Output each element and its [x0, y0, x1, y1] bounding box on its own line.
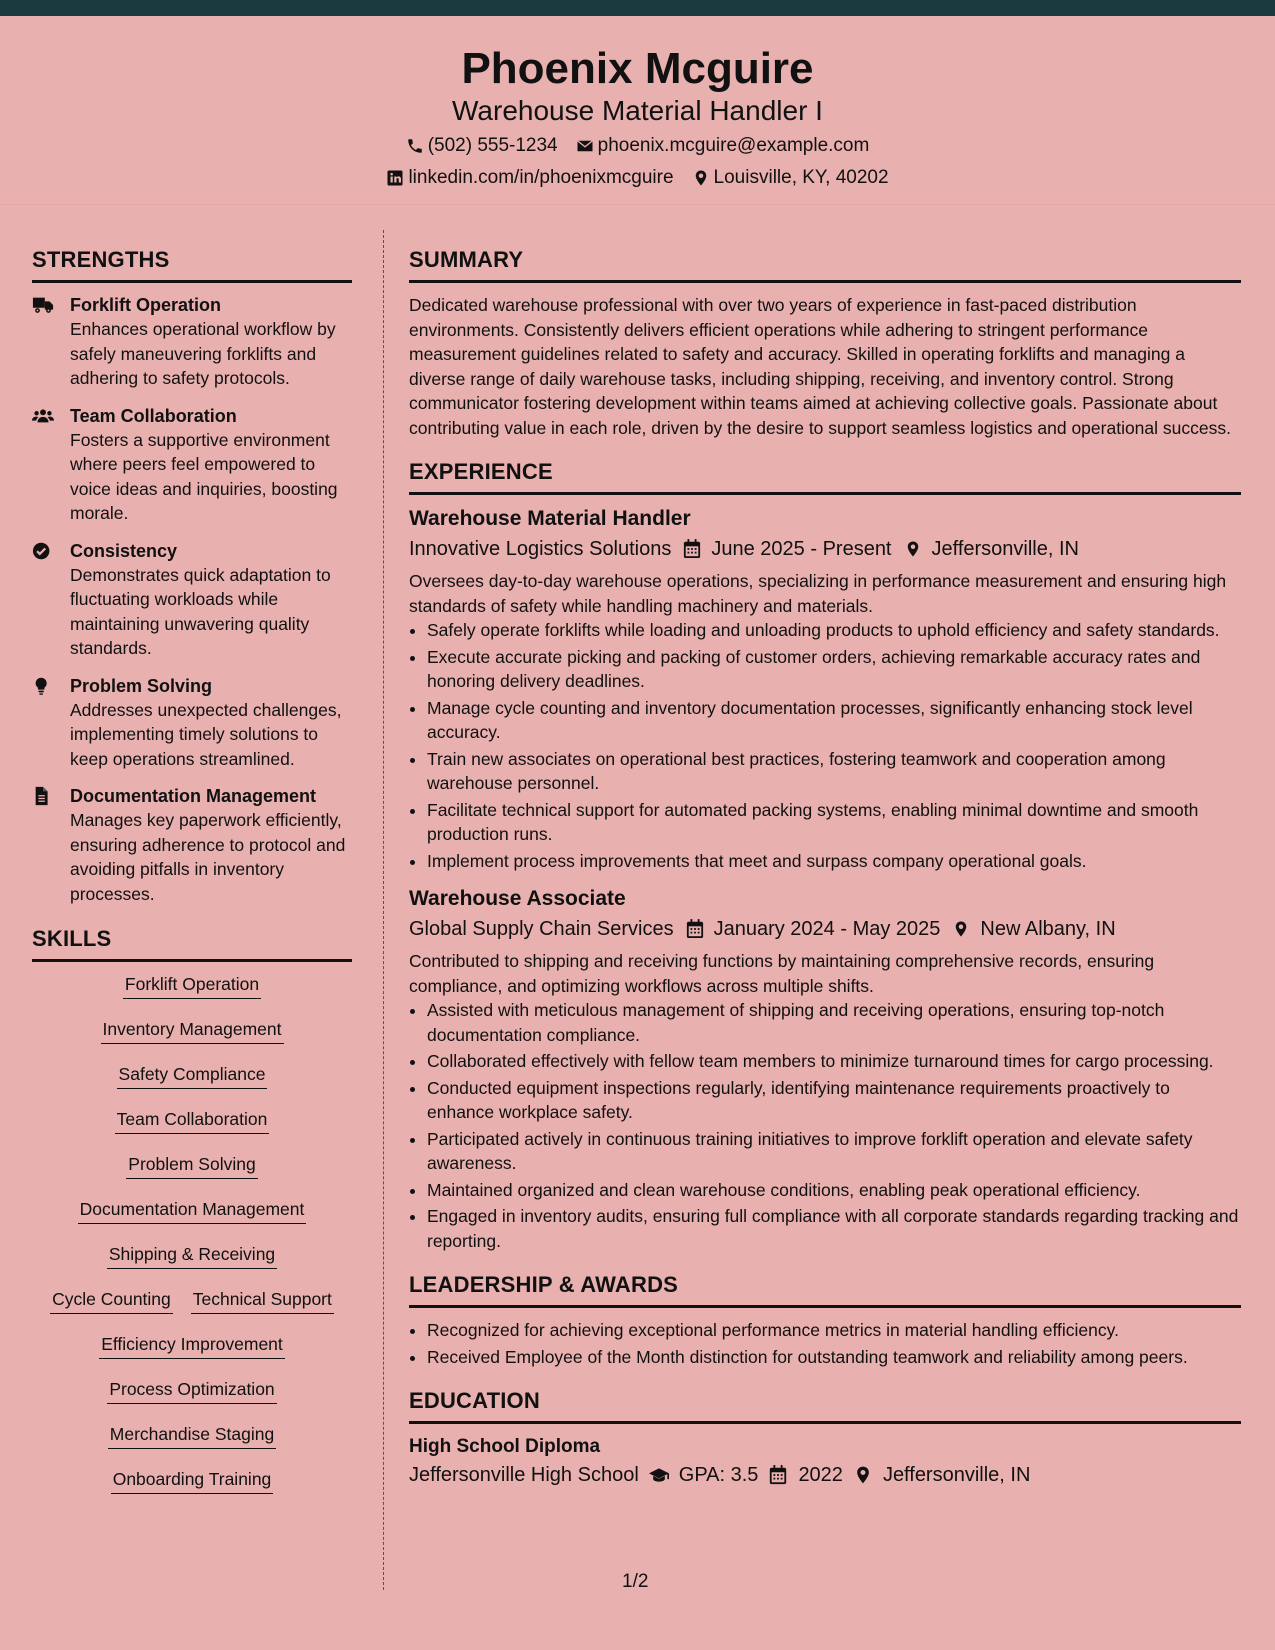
skill-tag: Team Collaboration	[115, 1107, 270, 1134]
school-name: Jeffersonville High School	[409, 1464, 639, 1486]
summary-heading: SUMMARY	[409, 240, 1241, 283]
calendar-icon	[686, 919, 704, 939]
header-divider	[0, 204, 1275, 205]
map-pin-icon	[904, 539, 922, 559]
strength-title: Problem Solving	[70, 675, 213, 696]
envelope-icon	[576, 137, 594, 155]
contact-row-2	[0, 166, 1275, 190]
bullet-item: • Train new associates on operational best practices, fostering teamwork and cooperation among warehouse personnel.	[427, 747, 1241, 796]
strength-item	[32, 404, 352, 526]
job-dates: June 2025 - Present	[711, 538, 892, 560]
gpa-text: GPA: 3.5	[678, 1464, 759, 1486]
school-location: Jeffersonville, IN	[882, 1464, 1031, 1486]
job-meta	[409, 913, 1241, 945]
strength-item	[32, 674, 352, 772]
skill-tag: Safety Compliance	[117, 1062, 268, 1089]
top-accent-bar	[0, 0, 1275, 16]
strength-title: Documentation Management	[70, 786, 317, 806]
strength-title: Team Collaboration	[70, 405, 237, 426]
leadership-heading: LEADERSHIP & AWARDS	[409, 1265, 1241, 1308]
skill-tag: Cycle Counting	[50, 1287, 173, 1314]
bullet-item: • Engaged in inventory audits, ensuring full compliance with all corporate standards regarding tracking and reporting.	[427, 1204, 1241, 1253]
skill-tag: Problem Solving	[126, 1152, 257, 1179]
right-column	[409, 240, 1241, 1490]
job-description: Contributed to shipping and receiving functions by maintaining comprehensive records, ensuring compliance, and optimizing workflows across multiple shifts.	[409, 951, 1155, 996]
job-description: Oversees day-to-day warehouse operations, specializing in performance measurement and ensuring high standards of safety while handling machinery and materials.	[409, 571, 1227, 616]
bullet-item: • Safely operate forklifts while loading and unloading products to uphold efficiency and safety standards.	[427, 618, 1241, 643]
strength-title: Consistency	[70, 540, 178, 561]
calendar-icon	[683, 539, 701, 559]
bullet-item: • Participated actively in continuous training initiatives to improve forklift operation and elevate safety awareness.	[427, 1127, 1241, 1176]
job-location: New Albany, IN	[980, 918, 1116, 940]
company-name: Global Supply Chain Services	[409, 918, 674, 940]
education-heading: EDUCATION	[409, 1381, 1241, 1424]
skill-tag: Documentation Management	[78, 1197, 307, 1224]
bullet-item: • Facilitate technical support for automated packing systems, enabling minimal downtime and smooth production runs.	[427, 798, 1241, 847]
truck-icon	[32, 295, 54, 315]
skill-tag: Efficiency Improvement	[99, 1332, 285, 1359]
skill-tag: Technical Support	[191, 1287, 334, 1314]
map-pin-icon	[952, 919, 970, 939]
column-divider	[383, 230, 384, 1590]
candidate-title: Warehouse Material Handler I	[452, 95, 823, 126]
strengths-heading: STRENGTHS	[32, 240, 352, 283]
location-text: Louisville, KY, 40202	[713, 167, 889, 188]
skill-tag: Process Optimization	[107, 1377, 276, 1404]
company-name: Innovative Logistics Solutions	[409, 538, 672, 560]
bullet-item: • Conducted equipment inspections regularly, identifying maintenance requirements proactively to enhance workplace safety.	[427, 1076, 1241, 1125]
email-text: phoenix.mcguire@example.com	[597, 135, 870, 156]
strength-item	[32, 539, 352, 661]
job-location: Jeffersonville, IN	[931, 538, 1079, 560]
resume-header	[0, 16, 1275, 204]
skill-tag: Merchandise Staging	[108, 1422, 276, 1449]
skill-tag: Shipping & Receiving	[107, 1242, 277, 1269]
education-meta	[409, 1460, 1241, 1490]
graduation-year: 2022	[798, 1464, 843, 1486]
check-circle-icon	[32, 541, 54, 561]
linkedin-text: linkedin.com/in/phoenixmcguire	[408, 167, 674, 188]
document-icon	[32, 786, 54, 806]
map-pin-icon	[853, 1465, 873, 1485]
candidate-name: Phoenix Mcguire	[461, 44, 814, 93]
job-dates: January 2024 - May 2025	[713, 918, 941, 940]
users-icon	[32, 406, 54, 426]
linkedin-contact[interactable]	[386, 166, 673, 190]
location-contact	[692, 166, 889, 190]
bullet-item: • Recognized for achieving exceptional performance metrics in material handling efficiency.	[427, 1318, 1241, 1343]
strength-desc: Demonstrates quick adaptation to fluctuating workloads while maintaining unwavering quality standards.	[70, 564, 331, 658]
lightbulb-icon	[32, 676, 54, 696]
experience-entry	[409, 505, 1241, 873]
map-pin-icon	[692, 169, 710, 187]
phone-icon	[406, 137, 424, 155]
graduation-cap-icon	[649, 1465, 669, 1485]
email-contact[interactable]	[576, 134, 870, 158]
strength-desc: Manages key paperwork efficiently, ensuring adherence to protocol and avoiding pitfalls in inventory processes.	[70, 810, 346, 904]
bullet-item: • Received Employee of the Month distinction for outstanding teamwork and reliability among peers.	[427, 1345, 1241, 1370]
phone-contact	[406, 134, 558, 158]
contact-row-1	[0, 134, 1275, 158]
bullet-item: • Manage cycle counting and inventory documentation processes, significantly enhancing stock level accuracy.	[427, 696, 1241, 745]
calendar-icon	[768, 1465, 788, 1485]
phone-text: (502) 555-1234	[427, 135, 558, 156]
job-bullets	[409, 618, 1241, 873]
job-title: Warehouse Associate	[409, 887, 626, 910]
bullet-item: • Execute accurate picking and packing of customer orders, achieving remarkable accuracy rates and honoring delivery deadlines.	[427, 645, 1241, 694]
skills-heading: SKILLS	[32, 919, 352, 962]
strength-desc: Enhances operational workflow by safely maneuvering forklifts and adhering to safety protocols.	[70, 319, 336, 388]
left-column	[32, 240, 352, 1512]
degree-title: High School Diploma	[409, 1436, 601, 1457]
bullet-item: • Implement process improvements that meet and surpass company operational goals.	[427, 849, 1241, 874]
job-title: Warehouse Material Handler	[409, 507, 691, 530]
experience-heading: EXPERIENCE	[409, 452, 1241, 495]
bullet-item: • Assisted with meticulous management of shipping and receiving operations, ensuring top-notch documentation compliance.	[427, 998, 1241, 1047]
bullet-item: • Maintained organized and clean warehouse conditions, enabling peak operational efficiency.	[427, 1178, 1241, 1203]
strength-desc: Fosters a supportive environment where peers feel empowered to voice ideas and inquiries, boosting morale.	[70, 429, 338, 523]
strength-title: Forklift Operation	[70, 295, 222, 315]
leadership-bullets	[409, 1318, 1241, 1369]
strength-item	[32, 293, 352, 391]
bullet-item: • Collaborated effectively with fellow team members to minimize turnaround times for cargo processing.	[427, 1049, 1241, 1074]
summary-text: Dedicated warehouse professional with over two years of experience in fast-paced distribution environments. Consistently delivers efficient operations while adhering to stringent performance measurement guidelines related to safety and accuracy. Skilled in operating forklifts and managing a diverse range of daily warehouse tasks, including shipping, receiving, and inventory control. Strong communicator fostering development within teams aimed at achieving collective goals. Passionate about contributing value in each role, driven by the desire to support seamless logistics and operational success.	[409, 295, 1231, 438]
skill-tag: Forklift Operation	[123, 972, 261, 999]
job-bullets	[409, 998, 1241, 1253]
skill-tag: Onboarding Training	[111, 1467, 274, 1494]
linkedin-icon	[386, 169, 404, 187]
job-meta	[409, 533, 1241, 565]
strength-desc: Addresses unexpected challenges, implementing timely solutions to keep operations streamlined.	[70, 699, 342, 769]
strength-item	[32, 784, 352, 906]
experience-entry	[409, 885, 1241, 1253]
skill-tag: Inventory Management	[101, 1017, 284, 1044]
skills-list	[32, 972, 352, 1512]
page-number: 1/2	[622, 1571, 649, 1592]
